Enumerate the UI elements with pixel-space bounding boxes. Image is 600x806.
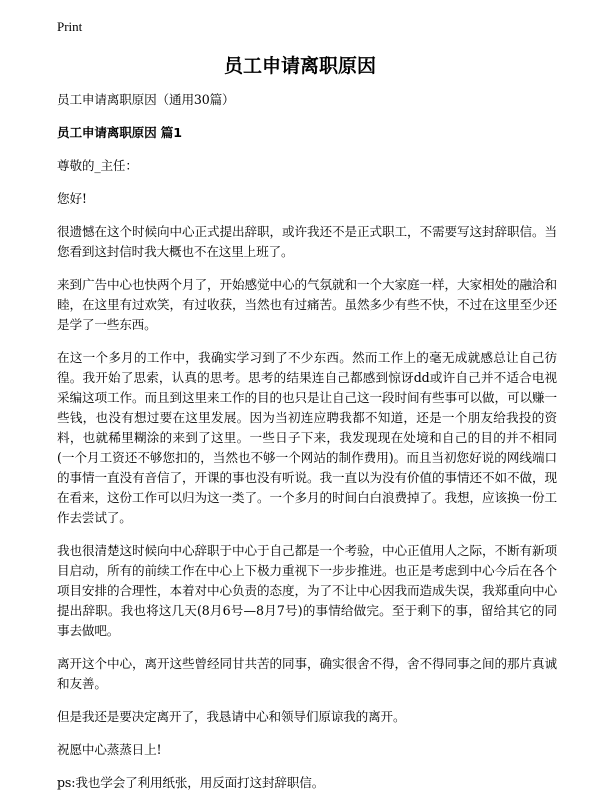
greeting: 您好! <box>57 191 87 206</box>
paragraph: 在这一个多月的工作中，我确实学习到了不少东西。然而工作上的毫无成就感总让自己彷徨。我开始了思索，认真的思考。思考的结果连自己都感到惊讶dd或许自己并不适合电视采编这项工作。而且到这里来工作的目的也只是让自己这一段时间有些事可以做，可以赚一些钱，也没有想过要在这里发展。因为当初连应聘我都不知道，还是一个朋友给我投的资料，也就稀里糊涂的来到了这里。一些日子下来，我发现现在处境和自己的目的并不相同(一个月工资还不够您扣的，当然也不够一个网站的制作费用)。而且当初您好说的网线端口的事情一直没有音信了，开课的事也没有听说。我一直以为没有价值的事情还不如不做，现在看来，这份工作可以归为这一类了。一个多月的时间白白浪费掉了。我想，应该换一份工作去尝试了。 <box>57 350 557 525</box>
paragraph: 来到广告中心也快两个月了，开始感觉中心的气氛就和一个大家庭一样，大家相处的融洽和睦，在这里有过欢笑，有过收获，当然也有过痛苦。虽然多少有些不快，不过在这里至少还是学了一些东西。 <box>57 277 557 332</box>
paragraph: 很遗憾在这个时候向中心正式提出辞职，或许我还不是正式职工，不需要写这封辞职信。当您看到这封信时我大概也不在这里上班了。 <box>57 224 557 259</box>
salutation: 尊敬的_主任： <box>57 158 138 173</box>
paragraph: 离开这个中心，离开这些曾经同甘共苦的同事，确实很舍不得，舍不得同事之间的那片真诚和友善。 <box>57 656 557 691</box>
paragraph: 我也很清楚这时候向中心辞职于中心于自己都是一个考验，中心正值用人之际，不断有新项目启动，所有的前续工作在中心上下极力重视下一步步推进。也正是考虑到中心今后在各个项目安排的合理性，本着对中心负责的态度，为了不让中心因我而造成失误，我郑重向中心提出辞职。我也将这几天(8月6号—8月7号)的事情给做完。至于剩下的事，留给其它的同事去做吧。 <box>57 543 557 638</box>
document-subtitle: 员工申请离职原因（通用30篇） <box>57 92 235 107</box>
print-label: Print <box>57 19 83 34</box>
postscript: ps:我也学会了利用纸张，用反面打这封辞职信。 <box>57 775 325 790</box>
closing-wish: 祝愿中心蒸蒸日上! <box>57 742 162 757</box>
document-body <box>57 90 557 806</box>
page-title: 员工申请离职原因 <box>223 55 376 77</box>
paragraph: 但是我还是要决定离开了，我恳请中心和领导们原谅我的离开。 <box>57 709 406 724</box>
section-heading: 员工申请离职原因 篇1 <box>57 125 182 140</box>
